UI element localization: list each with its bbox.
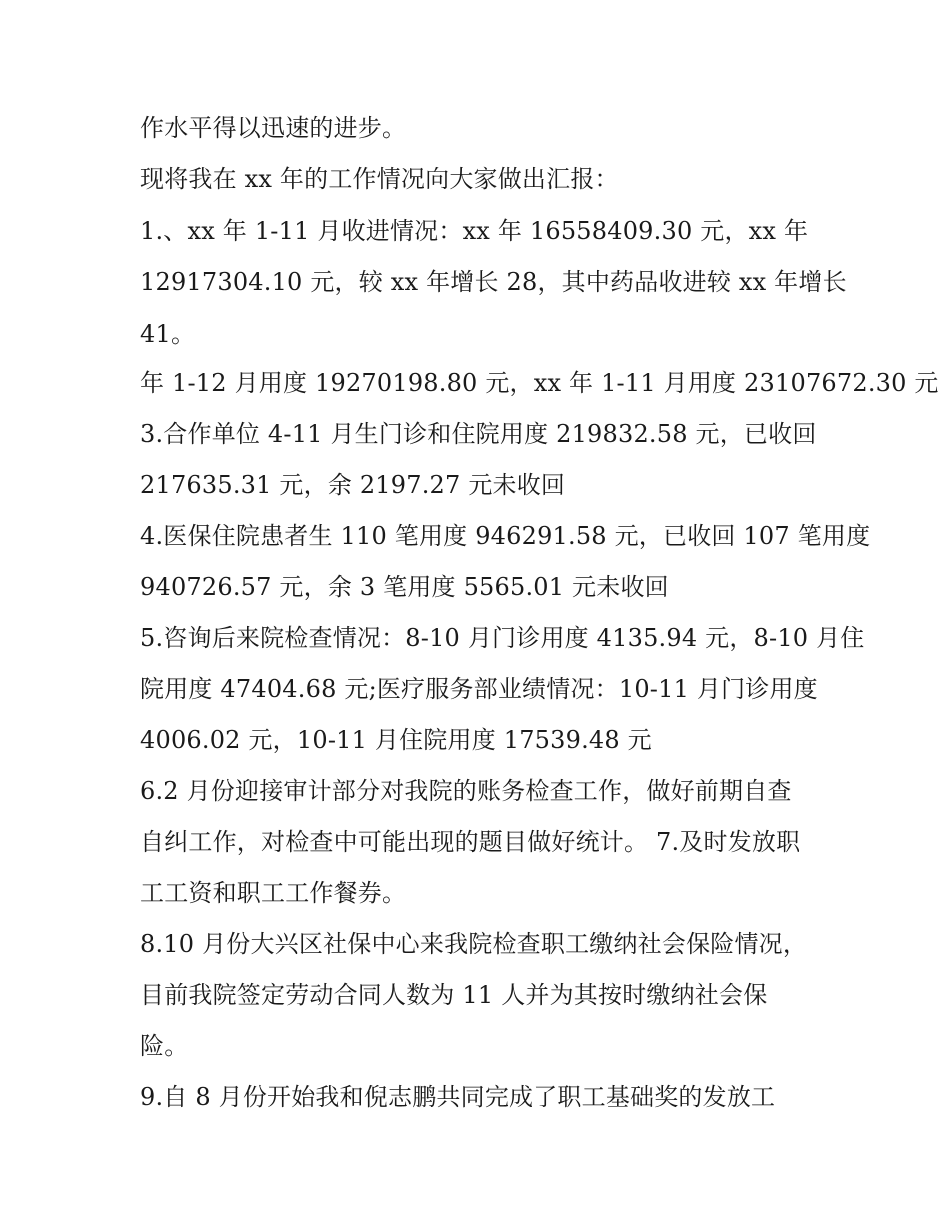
text-line: 院用度 47404.68 元;医疗服务部业绩情况：10-11 月门诊用度 [140, 675, 818, 703]
text-line: 自纠工作，对检查中可能出现的题目做好统计。 7.及时发放职 [140, 828, 801, 856]
text-line: 940726.57 元，余 3 笔用度 5565.01 元未收回 [140, 573, 669, 601]
text-line: 年 1-12 月用度 19270198.80 元，xx 年 1-11 月用度 23107672.30 元 [140, 369, 939, 397]
text-line: 工工资和职工工作餐券。 [140, 879, 407, 907]
text-line: 目前我院签定劳动合同人数为 11 人并为其按时缴纳社会保 [140, 981, 768, 1009]
text-line: 217635.31 元，余 2197.27 元未收回 [140, 471, 566, 499]
text-line: 9.自 8 月份开始我和倪志鹏共同完成了职工基础奖的发放工 [140, 1083, 776, 1111]
text-line: 险。 [140, 1032, 189, 1060]
text-line: 6.2 月份迎接审计部分对我院的账务检查工作，做好前期自查 [140, 777, 792, 805]
text-line: 12917304.10 元，较 xx 年增长 28，其中药品收进较 xx 年增长 [140, 268, 847, 296]
text-line: 41。 [140, 320, 196, 348]
text-line: 4.医保住院患者生 110 笔用度 946291.58 元，已收回 107 笔用度 [140, 522, 871, 550]
text-line: 作水平得以迅速的进步。 [140, 114, 407, 142]
text-line: 5.咨询后来院检查情况：8-10 月门诊用度 4135.94 元，8-10 月住 [140, 624, 865, 652]
text-line: 现将我在 xx 年的工作情况向大家做出汇报： [140, 165, 619, 193]
text-line: 8.10 月份大兴区社保中心来我院检查职工缴纳社会保险情况， [140, 930, 808, 958]
text-line: 3.合作单位 4-11 月生门诊和住院用度 219832.58 元，已收回 [140, 420, 817, 448]
text-line: 1.、xx 年 1-11 月收进情况：xx 年 16558409.30 元，xx 年 [140, 217, 809, 245]
text-line: 4006.02 元，10-11 月住院用度 17539.48 元 [140, 726, 652, 754]
